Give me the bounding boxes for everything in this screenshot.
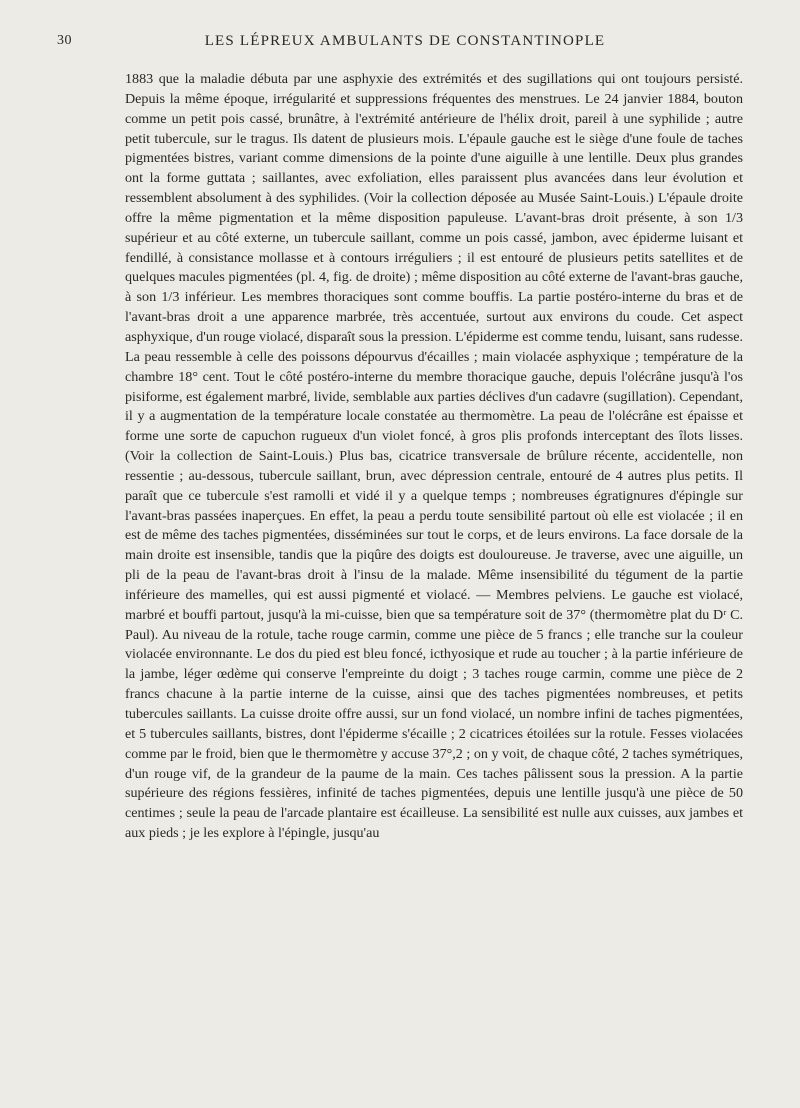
running-title: LES LÉPREUX AMBULANTS DE CONSTANTINOPLE xyxy=(204,33,606,49)
paragraph: 1883 que la maladie débuta par une asphyxie des extrémités et des sugillations qui ont toujours persisté. Depuis la même époque, irrégularité et suppressions fréquentes des menstrues. Le 24 janvier 1884, bouton comme un petit pois cassé, brunâtre, à l'extrémité antérieure de l'hélix droit, pareil à une syphilide ; autre petit tubercule, sur le tragus. Ils datent de plusieurs mois. L'épaule gauche est le siège d'une foule de taches pigmentées bistres, variant comme dimensions de la pointe d'une aiguille à une lentille. Deux plus grandes ont la forme guttata ; saillantes, avec exfoliation, elles paraissent plus avancées dans leur évolution et ressemblent absolument à des syphilides. (Voir la collection déposée au Musée Saint-Louis.) L'épaule droite offre la même pigmentation et la même disposition papuleuse. L'avant-bras droit présente, à son 1/3 supérieur et au côté externe, un tubercule saillant, comme un pois cassé, jambon, avec épiderme luisant et fendillé, à consistance mollasse et à contours irréguliers ; il est entouré de plusieurs petits satellites et de quelques macules pigmentées (pl. 4, fig. de droite) ; même disposition au côté externe de l'avant-bras gauche, à son 1/3 inférieur. Les membres thoraciques sont comme bouffis. La partie postéro-interne du bras et de l'avant-bras droit a une apparence marbrée, très accentuée, surtout aux environs du coude. Cet aspect asphyxique, d'un rouge violacé, disparaît sous la pression. L'épiderme est comme tendu, luisant, sans rudesse. La peau ressemble à celle des poissons dépourvus d'écailles ; main violacée asphyxique ; température de la chambre 18° cent. Tout le côté postéro-interne du membre thoracique gauche, depuis l'olécrâne jusqu'à l'os pisiforme, est également marbré, livide, semblable aux parties déclives d'un cadavre (sugillation). Cependant, il y a augmentation de la température locale constatée au thermomètre. La peau de l'olécrâne est épaisse et forme une sorte de capuchon rugueux d'un violet foncé, à gros plis profonds interceptant des îlots lisses. (Voir la collection de Saint-Louis.) Plus bas, cicatrice transversale de brûlure récente, accidentelle, non ressentie ; au-dessous, tubercule saillant, brun, avec dépression centrale, entouré de 4 autres plus petits. Il paraît que ce tubercule s'est ramolli et vidé il y a quelque temps ; nombreuses égratignures d'épingle sur l'avant-bras passées inaperçues. En effet, la peau a perdu toute sensibilité partout où elle est violacée ; il en est de même des taches pigmentées, disséminées sur tout le corps, et de leurs environs. La face dorsale de la main droite est insensible, tandis que la piqûre des doigts est douloureuse. Je traverse, avec une aiguille, un pli de la peau de l'avant-bras droit à l'insu de la malade. Même insensibilité du tégument de la partie inférieure des mamelles, qui est aussi pigmenté et violacé. — Membres pelviens. Le gauche est violacé, marbré et bouffi partout, jusqu'à la mi-cuisse, bien que sa température soit de 37° (thermomètre plat du Dʳ C. Paul). Au niveau de la rotule, tache rouge carmin, comme une pièce de 5 francs ; elle tranche sur la couleur violacée environnante. Le dos du pied est bleu foncé, icthyosique et rude au toucher ; à la partie inférieure de la jambe, léger œdème qui conserve l'empreinte du doigt ; 3 taches rouge carmin, comme une pièce de 2 francs chacune à la partie interne de la cuisse, ainsi que des taches pigmentées nombreuses, et petits tubercules saillants. La cuisse droite offre aussi, sur un fond violacé, un nombre infini de taches pigmentées, et 5 tubercules saillants, bistres, dont l'épiderme s'écaille ; 2 cicatrices étoilées sur la rotule. Fesses violacées comme par le froid, bien que le thermomètre y accuse 37°,2 ; on y voit, de chaque côté, 2 taches symétriques, d'un rouge vif, de la grandeur de la paume de la main. Ces taches pâlissent sous la pression. A la partie supérieure des régions fessières, infinité de taches pigmentées, depuis une lentille jusqu'à une pièce de 50 centimes ; seule la peau de l'arcade plantaire est écailleuse. La sensibilité est nulle aux cuisses, aux jambes et aux pieds ; je les explore à l'épingle, jusqu'au xyxy=(125,71,744,842)
running-head xyxy=(0,33,800,55)
body-text xyxy=(125,70,743,844)
page-number: 30 xyxy=(57,33,72,48)
